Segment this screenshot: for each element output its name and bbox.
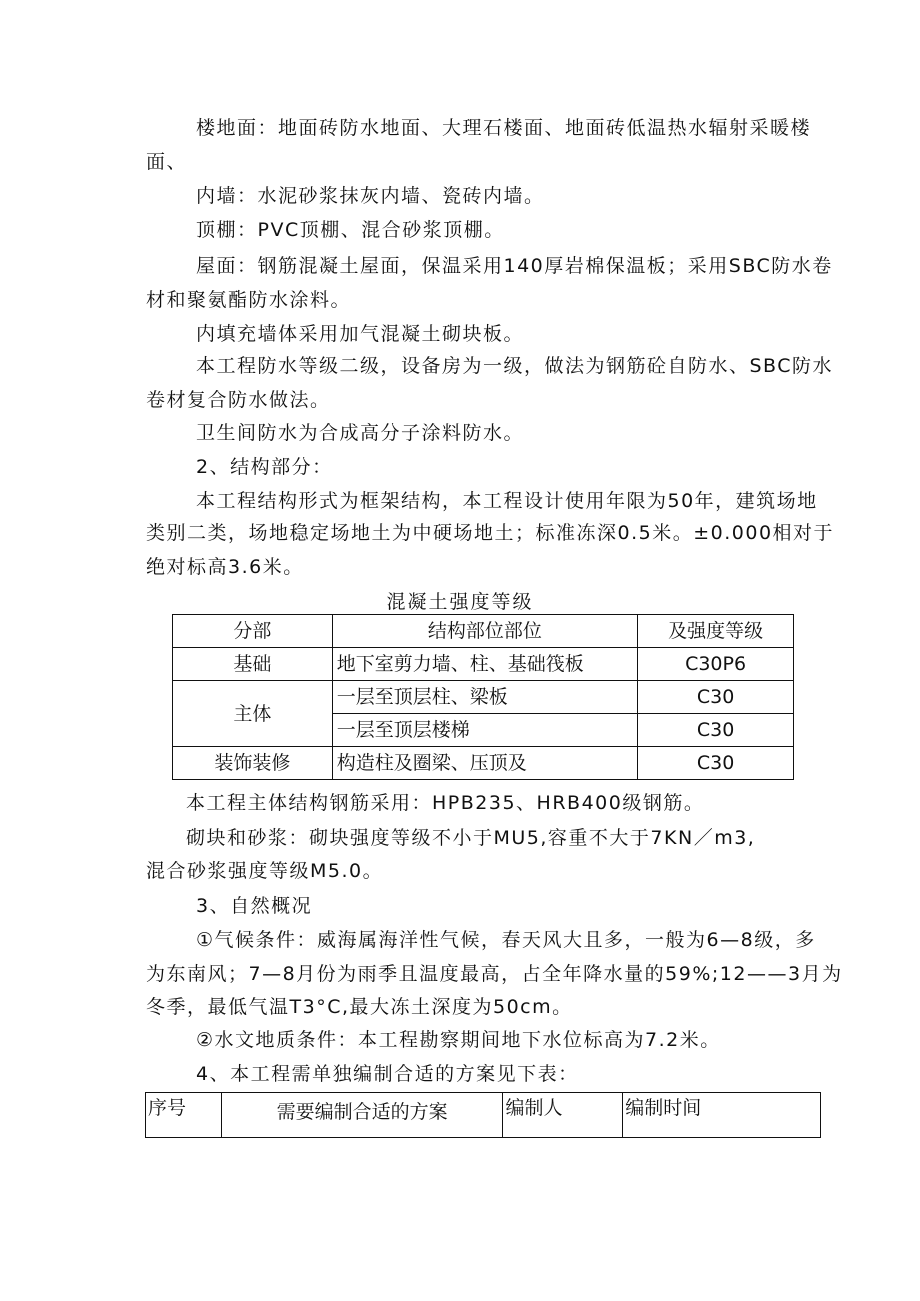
concrete-grade-table: [172, 614, 794, 780]
cell-grade: C30: [638, 681, 794, 714]
header-plan: 需要编制合适的方案: [221, 1093, 503, 1138]
masonry-line-2: 混合砂浆强度等级M5.0。: [146, 860, 384, 882]
waterproof-line-1: 本工程防水等级二级，设备房为一级，做法为钢筋砼自防水、SBC防水: [196, 355, 834, 377]
inner-wall-text: 内墙：水泥砂浆抹灰内墙、瓷砖内墙。: [196, 185, 545, 207]
floor-finish-line-2: 面、: [146, 151, 188, 173]
rebar-text: 本工程主体结构钢筋采用：HPB235、HRB400级钢筋。: [186, 792, 705, 814]
cell-grade: C30P6: [638, 648, 794, 681]
cell-location: 地下室剪力墙、柱、基础筏板: [332, 648, 637, 681]
cell-part: 基础: [173, 648, 333, 681]
cell-part: 装饰装修: [173, 747, 333, 780]
waterproof-line-2: 卷材复合防水做法。: [146, 389, 331, 411]
table-row: [173, 681, 794, 714]
table-row: [173, 747, 794, 780]
header-serial: 序号: [146, 1093, 222, 1138]
header-grade: 及强度等级: [638, 615, 794, 648]
floor-finish-line-1: 楼地面：地面砖防水地面、大理石楼面、地面砖低温热水辐射采暖楼: [196, 117, 812, 139]
ceiling-text: 顶棚：PVC顶棚、混合砂浆顶棚。: [196, 219, 505, 241]
cell-part: 主体: [173, 681, 333, 747]
section-3-heading: 3、自然概况: [196, 895, 313, 917]
climate-line-2: 为东南风；7—8月份为雨季且温度最高，占全年降水量的59%;12——3月为: [146, 963, 843, 985]
header-part: 分部: [173, 615, 333, 648]
section-2-heading: 2、结构部分：: [196, 456, 333, 478]
concrete-table-caption: 混凝土强度等级: [386, 591, 534, 613]
section-4-heading: 4、本工程需单独编制合适的方案见下表：: [196, 1063, 579, 1085]
roof-line-1: 屋面：钢筋混凝土屋面，保温采用140厚岩棉保温板；采用SBC防水卷: [196, 255, 833, 277]
table-header-row: [146, 1093, 821, 1138]
climate-line-3: 冬季，最低气温T3°C,最大冻土深度为50cm。: [146, 996, 573, 1018]
cell-location: 一层至顶层柱、梁板: [332, 681, 637, 714]
header-author: 编制人: [503, 1093, 623, 1138]
cell-grade: C30: [638, 747, 794, 780]
roof-line-2: 材和聚氨酯防水涂料。: [146, 289, 352, 311]
cell-location: 构造柱及圈梁、压顶及: [332, 747, 637, 780]
hydrology-text: ②水文地质条件：本工程勘察期间地下水位标高为7.2米。: [196, 1029, 721, 1051]
masonry-line-1: 砌块和砂浆：砌块强度等级不小于MU5,容重不大于7KN／m3,: [186, 827, 756, 849]
table-row: [173, 648, 794, 681]
plan-table: [145, 1092, 821, 1138]
climate-line-1: ①气候条件：威海属海洋性气候，春天风大且多，一般为6—8级，多: [196, 929, 816, 951]
structure-line-3: 绝对标高3.6米。: [146, 556, 304, 578]
structure-line-1: 本工程结构形式为框架结构，本工程设计使用年限为50年，建筑场地: [196, 490, 818, 512]
cell-location: 一层至顶层楼梯: [332, 714, 637, 747]
table-header-row: [173, 615, 794, 648]
infill-wall-text: 内填充墙体采用加气混凝土砌块板。: [196, 323, 525, 345]
bathroom-waterproof-text: 卫生间防水为合成高分子涂料防水。: [196, 422, 525, 444]
cell-grade: C30: [638, 714, 794, 747]
header-time: 编制时间: [623, 1093, 821, 1138]
structure-line-2: 类别二类，场地稳定场地土为中硬场地土；标准冻深0.5米。±0.000相对于: [146, 522, 835, 544]
header-location: 结构部位部位: [332, 615, 637, 648]
